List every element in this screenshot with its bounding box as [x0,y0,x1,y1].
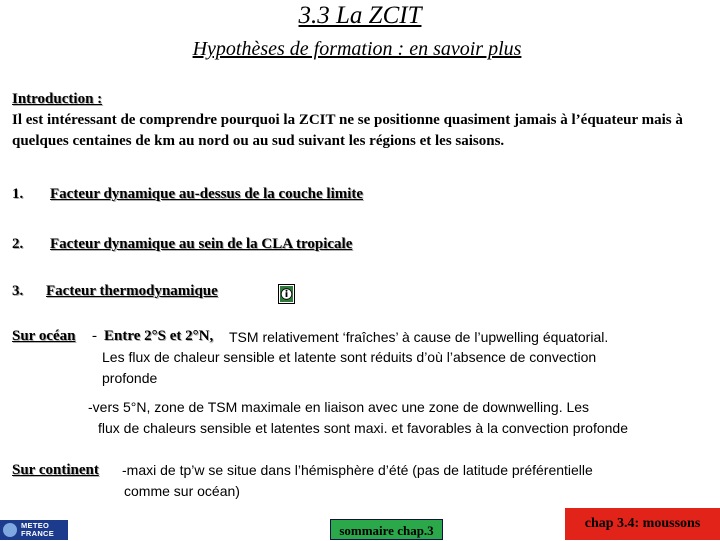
ocean-zone-equator: Entre 2°S et 2°N, [104,328,214,344]
page-title: 3.3 La ZCIT [298,2,422,29]
factor-3-number: 3. [12,283,24,299]
factor-3-label: Facteur thermodynamique [46,283,218,299]
ocean-text-line4: -vers 5°N, zone de TSM maximale en liaison avec une zone de downwelling. Les [88,399,590,415]
factor-1-number: 1. [12,186,24,202]
sommaire-button[interactable]: sommaire chap.3 [330,519,443,540]
intro-heading: Introduction : [12,91,103,107]
chap-next-button[interactable]: chap 3.4: moussons [565,508,720,540]
continent-text-line1: -maxi de tp’w se situe dans l’hémisphère d’été (pas de latitude préférentielle [122,462,593,478]
ocean-text-line1: TSM relativement ‘fraîches’ à cause de l’upwelling équatorial. [229,329,609,345]
continent-text-line2: comme sur océan) [124,483,240,499]
ocean-separator: - [92,328,97,344]
factor-2-number: 2. [12,236,24,252]
ocean-text-line2: Les flux de chaleur sensible et latente sont réduits d’où l’absence de convection [102,349,597,365]
logo-line2: FRANCE [21,529,55,538]
logo-line1: METEO [21,521,50,530]
page-subtitle: Hypothèses de formation : en savoir plus [192,38,522,60]
ocean-text-line5: flux de chaleurs sensible et latentes sont maxi. et favorables à la convection profonde [98,420,628,436]
meteo-france-logo [0,520,68,540]
factor-2-label: Facteur dynamique au sein de la CLA tropicale [50,236,353,252]
info-icon [280,286,293,302]
ocean-heading: Sur océan [12,328,76,344]
factor-1-label: Facteur dynamique au-dessus de la couche limite [50,186,364,202]
info-button[interactable] [278,284,295,304]
factor-3-link[interactable] [46,283,218,300]
ocean-text-line3: profonde [102,370,158,386]
continent-heading: Sur continent [12,462,99,478]
factor-1-link[interactable] [50,186,363,203]
intro-text: Il est intéressant de comprendre pourquoi la ZCIT ne se positionne quasiment jamais à l’équateur mais à quelques centaines de km au nord ou au sud suivant les régions et les saisons. [12,112,683,149]
logo-icon [3,523,17,537]
factor-2-link[interactable] [50,236,352,253]
